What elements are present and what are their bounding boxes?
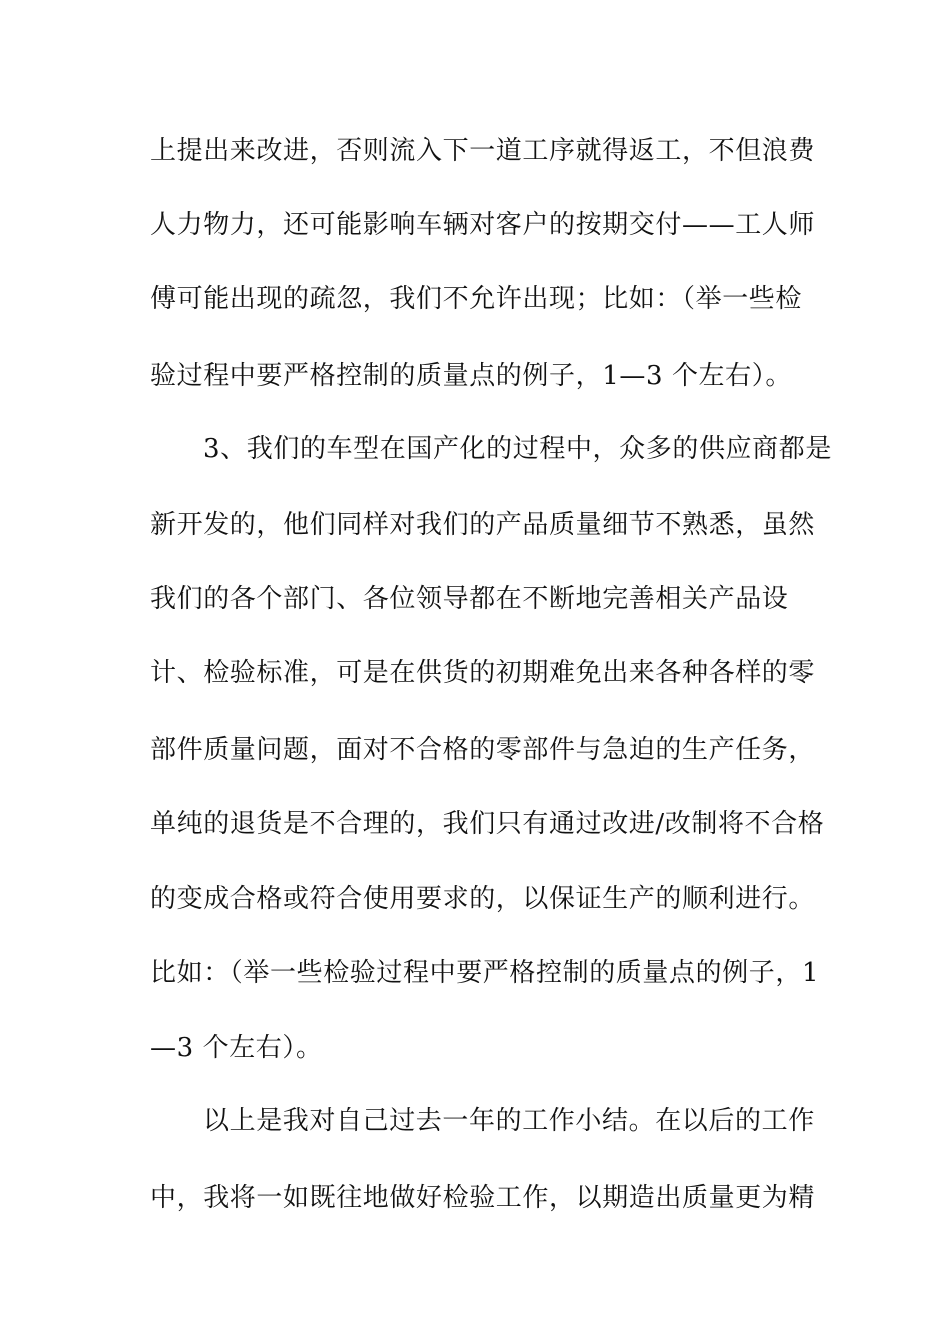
text-line: 的变成合格或符合使用要求的，以保证生产的顺利进行。 [150,884,816,914]
text-line: 新开发的，他们同样对我们的产品质量细节不熟悉，虽然 [150,510,816,540]
text-line: 傅可能出现的疏忽，我们不允许出现；比如：（举一些检 [150,284,803,314]
text-line: 计、检验标准，可是在供货的初期难免出来各种各样的零 [150,658,816,688]
text-line: 比如：（举一些检验过程中要严格控制的质量点的例子，1 [150,958,820,988]
text-line: —3 个左右）。 [150,1033,323,1063]
paragraph-start-line: 3、我们的车型在国产化的过程中，众多的供应商都是 [203,434,832,464]
text-line: 部件质量问题，面对不合格的零部件与急迫的生产任务， [150,735,816,765]
paragraph-start-line: 以上是我对自己过去一年的工作小结。在以后的工作 [203,1106,815,1136]
text-line: 上提出来改进，否则流入下一道工序就得返工，不但浪费 [150,136,816,166]
text-line: 验过程中要严格控制的质量点的例子，1—3 个左右）。 [150,361,792,391]
text-line: 中，我将一如既往地做好检验工作，以期造出质量更为精 [150,1183,816,1213]
text-line: 单纯的退货是不合理的，我们只有通过改进/改制将不合格 [150,809,825,839]
text-line: 人力物力，还可能影响车辆对客户的按期交付——工人师 [150,210,816,240]
text-line: 我们的各个部门、各位领导都在不断地完善相关产品设 [150,584,789,614]
